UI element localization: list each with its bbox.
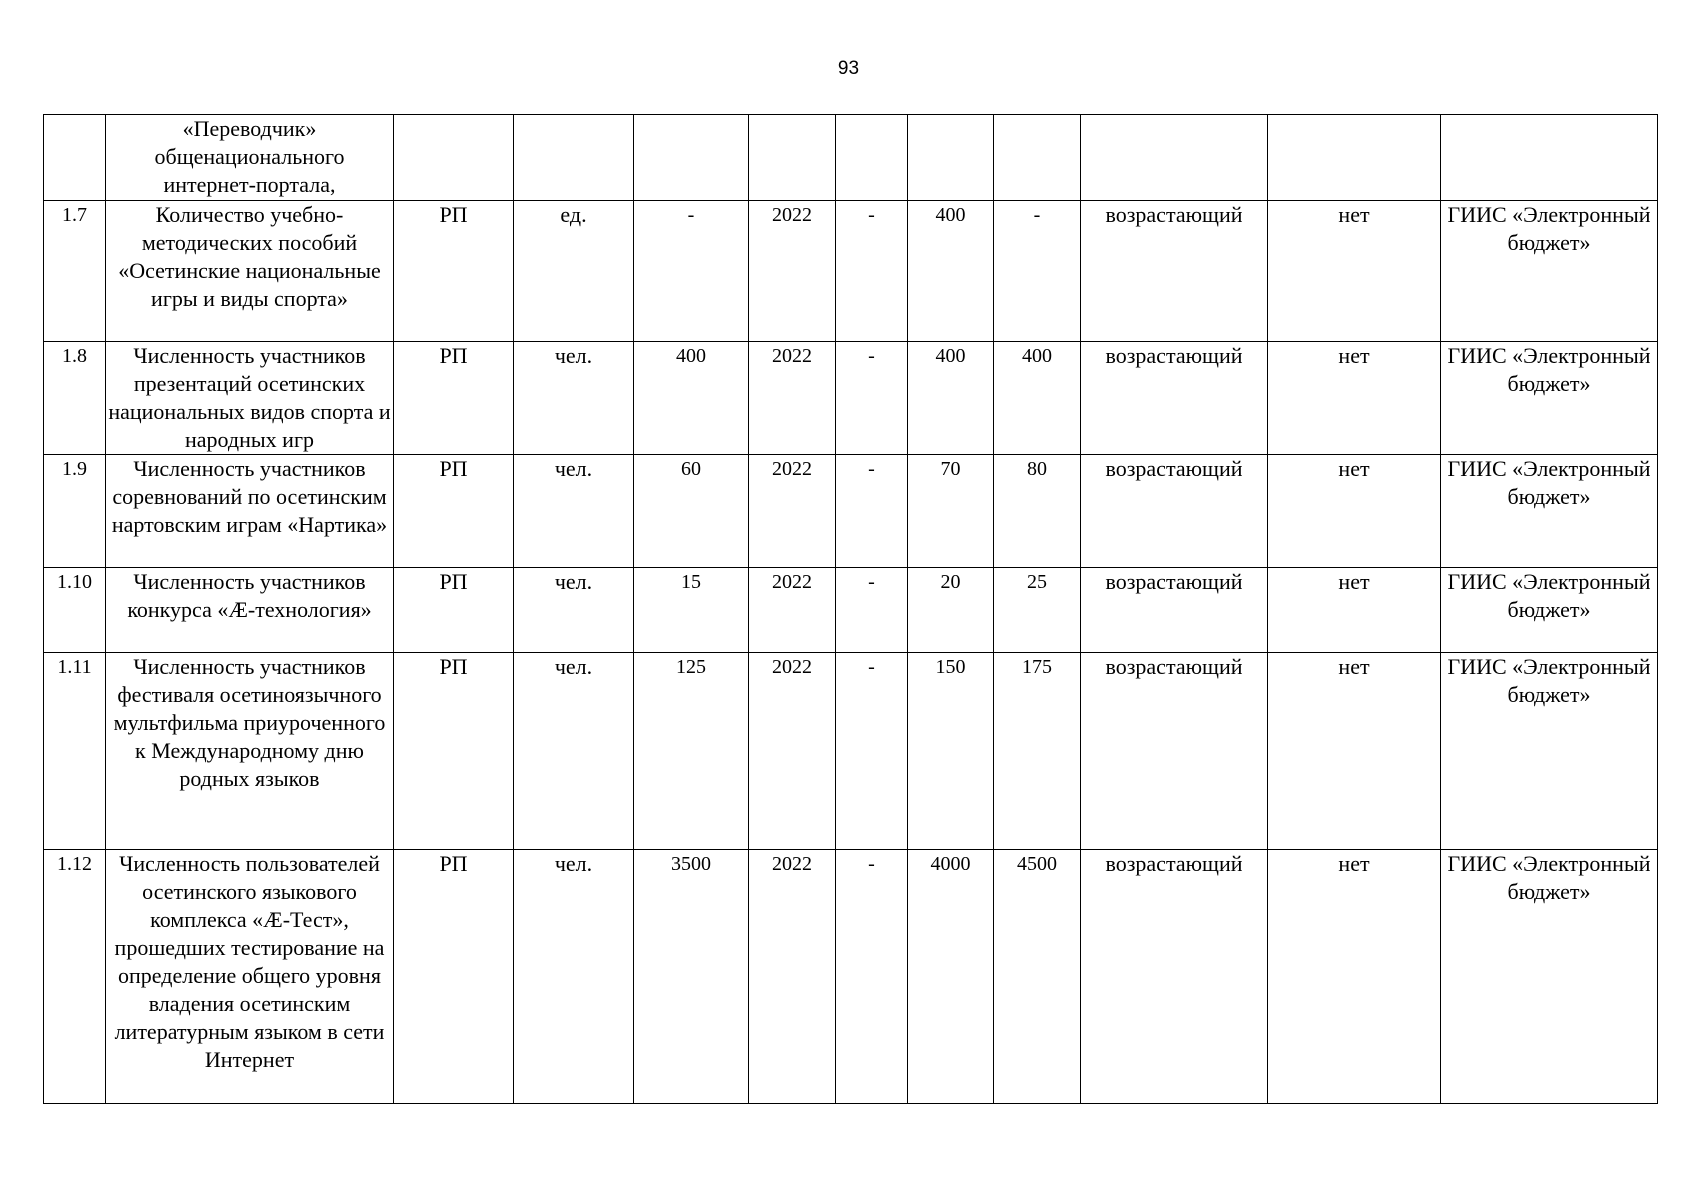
base-value: 400 [634,342,749,455]
value-year-3: 80 [994,455,1081,568]
unit-of-measure: чел. [514,342,634,455]
value-year-2: 70 [908,455,994,568]
value-year-3 [994,115,1081,201]
value-year-2: 400 [908,342,994,455]
indicator-name: Численность участников фестиваля осетиноязычного мультфильма приуроченного к Международному дню родных языков [106,653,394,850]
flag: нет [1268,653,1441,850]
flag: нет [1268,850,1441,1104]
indicator-level: РП [394,653,514,850]
value-year-1: - [836,850,908,1104]
table-row [44,568,1658,653]
row-number [44,115,106,201]
table-row [44,201,1658,342]
indicator-level [394,115,514,201]
row-number: 1.11 [44,653,106,850]
row-number: 1.9 [44,455,106,568]
unit-of-measure [514,115,634,201]
data-source [1441,115,1658,201]
base-year [749,115,836,201]
row-number: 1.10 [44,568,106,653]
table-row [44,455,1658,568]
flag: нет [1268,201,1441,342]
value-year-1: - [836,455,908,568]
indicator-name: Численность участников презентаций осетинских национальных видов спорта и народных игр [106,342,394,455]
value-year-3: 25 [994,568,1081,653]
table-row [44,115,1658,201]
trend [1081,115,1268,201]
trend: возрастающий [1081,201,1268,342]
unit-of-measure: чел. [514,653,634,850]
flag: нет [1268,455,1441,568]
row-number: 1.7 [44,201,106,342]
base-value: 60 [634,455,749,568]
data-source: ГИИС «Электронный бюджет» [1441,850,1658,1104]
indicator-level: РП [394,201,514,342]
value-year-1: - [836,201,908,342]
data-source: ГИИС «Электронный бюджет» [1441,342,1658,455]
value-year-2: 400 [908,201,994,342]
value-year-3: 175 [994,653,1081,850]
trend: возрастающий [1081,342,1268,455]
table-row [44,653,1658,850]
flag [1268,115,1441,201]
indicator-level: РП [394,455,514,568]
trend: возрастающий [1081,455,1268,568]
indicator-name: «Переводчик» общенационального интернет-портала, [106,115,394,201]
indicator-name: Численность участников конкурса «Æ-технология» [106,568,394,653]
table-row [44,342,1658,455]
base-year: 2022 [749,568,836,653]
table-row [44,850,1658,1104]
indicator-level: РП [394,568,514,653]
value-year-1: - [836,342,908,455]
value-year-1: - [836,568,908,653]
indicator-name: Численность пользователей осетинского языкового комплекса «Æ-Тест», прошедших тестирование на определение общего уровня владения осетинским литературным языком в сети Интернет [106,850,394,1104]
base-value [634,115,749,201]
value-year-2: 4000 [908,850,994,1104]
base-year: 2022 [749,342,836,455]
value-year-3: 400 [994,342,1081,455]
value-year-3: 4500 [994,850,1081,1104]
flag: нет [1268,568,1441,653]
value-year-2: 20 [908,568,994,653]
trend: возрастающий [1081,653,1268,850]
data-source: ГИИС «Электронный бюджет» [1441,568,1658,653]
table-body [44,115,1658,1104]
base-year: 2022 [749,455,836,568]
unit-of-measure: чел. [514,568,634,653]
row-number: 1.12 [44,850,106,1104]
trend: возрастающий [1081,568,1268,653]
unit-of-measure: чел. [514,850,634,1104]
indicators-table [43,114,1658,1104]
base-year: 2022 [749,850,836,1104]
base-year: 2022 [749,653,836,850]
data-source: ГИИС «Электронный бюджет» [1441,653,1658,850]
value-year-1 [836,115,908,201]
data-source: ГИИС «Электронный бюджет» [1441,455,1658,568]
indicator-level: РП [394,342,514,455]
base-year: 2022 [749,201,836,342]
indicator-name: Численность участников соревнований по осетинским нартовским играм «Нартика» [106,455,394,568]
page-number: 93 [837,58,860,79]
indicator-level: РП [394,850,514,1104]
trend: возрастающий [1081,850,1268,1104]
value-year-1: - [836,653,908,850]
base-value: - [634,201,749,342]
data-source: ГИИС «Электронный бюджет» [1441,201,1658,342]
flag: нет [1268,342,1441,455]
base-value: 3500 [634,850,749,1104]
value-year-3: - [994,201,1081,342]
unit-of-measure: чел. [514,455,634,568]
row-number: 1.8 [44,342,106,455]
base-value: 125 [634,653,749,850]
unit-of-measure: ед. [514,201,634,342]
base-value: 15 [634,568,749,653]
value-year-2: 150 [908,653,994,850]
value-year-2 [908,115,994,201]
indicator-name: Количество учебно-методических пособий «Осетинские национальные игры и виды спорта» [106,201,394,342]
